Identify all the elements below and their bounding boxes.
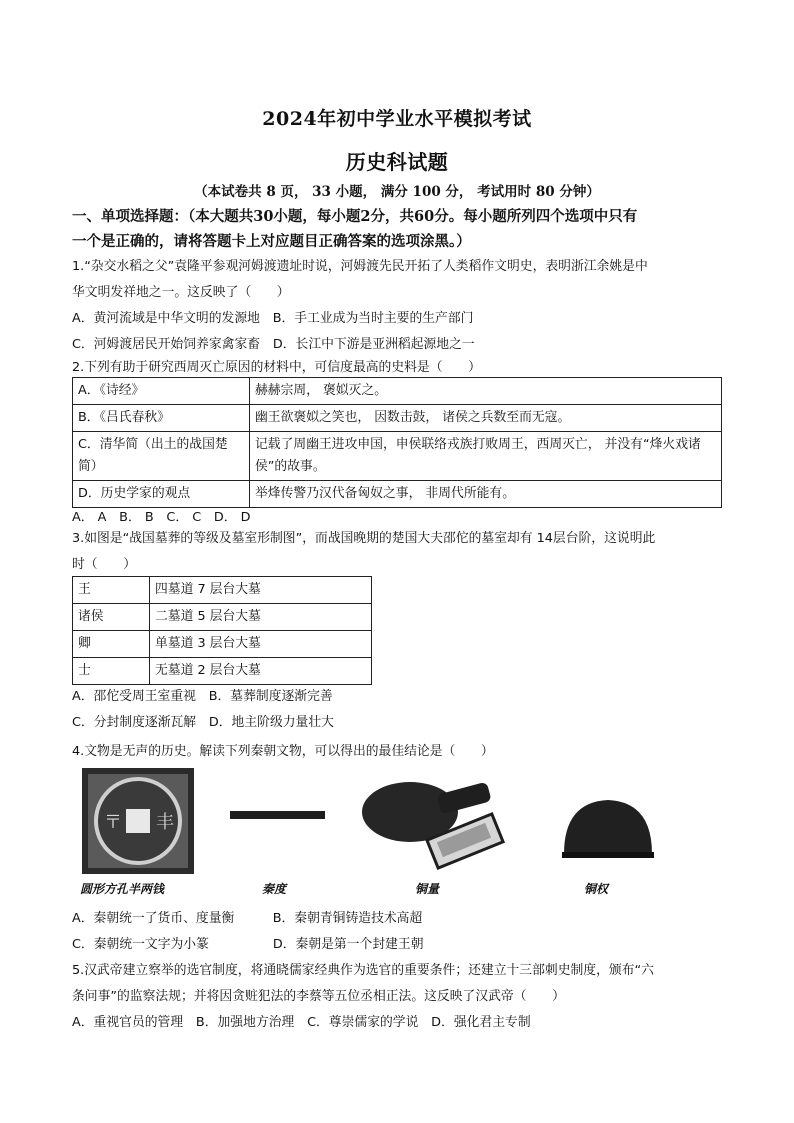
table-row: [73, 405, 722, 432]
q3-stem-line-1: 3.如图是“战国墓葬的等级及墓室形制图”，而战国晚期的楚国大夫邵佗的墓室却有 14层台阶，这说明此: [72, 531, 656, 546]
q2-content-a: 赫赫宗周， 褒姒灭之。: [250, 378, 722, 405]
svg-text:丰: 丰: [156, 812, 174, 833]
q4-stem: 4.文物是无声的历史。解读下列秦朝文物，可以得出的最佳结论是（ ）: [72, 744, 494, 759]
bronze-weight-image: [560, 794, 656, 860]
exam-title: 2024年初中学业水平模拟考试: [262, 108, 532, 130]
table-row: [73, 658, 372, 685]
q3-rank-lord: 诸侯: [73, 604, 150, 631]
q3-tomb-lord: 二墓道 5 层台大墓: [150, 604, 372, 631]
q3-tomb-minister: 单墓道 3 层台大墓: [150, 631, 372, 658]
question-5: [72, 958, 722, 1036]
q2-content-c: 记载了周幽王进攻申国，申侯联络戎族打败周王，西周灭亡， 并没有“烽火戏诸侯”的故事。: [250, 432, 722, 481]
q4-options-line-1: A．秦朝统一了货币、度量衡 B．秦朝青铜铸造技术高超: [72, 911, 423, 926]
section-heading-line-2: 一个是正确的，请将答题卡上对应题目正确答案的选项涂黑。）: [72, 233, 471, 250]
q5-stem-line-1: 5.汉武帝建立察举的选官制度，将通晓儒家经典作为选官的重要条件；还建立十三部刺史制度，颁布“六: [72, 963, 654, 978]
exam-note: （本试卷共 8 页， 33 小题， 满分 100 分， 考试用时 80 分钟）: [194, 184, 600, 200]
bronze-measure-image: [358, 774, 518, 870]
q2-source-d: D．历史学家的观点: [73, 481, 250, 508]
q2-content-b: 幽王欲褒姒之笑也， 因数击鼓， 诸侯之兵数至而无寇。: [250, 405, 722, 432]
q5-stem-line-2: 条问事”的监察法规；并将因贪赃犯法的李蔡等五位丞相正法。这反映了汉武帝（ ）: [72, 989, 565, 1004]
q2-stem: 2.下列有助于研究西周灭亡原因的材料中，可信度最高的史料是（ ）: [72, 360, 481, 375]
q1-options-line-2: C．河姆渡居民开始饲养家禽家畜 D．长江中下游是亚洲稻起源地之一: [72, 337, 475, 352]
q3-stem-line-2: 时（ ）: [72, 557, 136, 572]
q3-options-line-2: C．分封制度逐渐瓦解 D．地主阶级力量壮大: [72, 715, 334, 730]
coin-caption: 圆形方孔半两钱: [80, 882, 165, 896]
svg-text:〒: 〒: [104, 812, 122, 833]
q3-rank-king: 王: [73, 577, 150, 604]
q2-source-c: C．清华简（出土的战国楚简）: [73, 432, 250, 481]
coin-image: [82, 768, 194, 874]
q2-source-a: A．《诗经》: [73, 378, 250, 405]
question-1: [72, 254, 722, 358]
question-3: [72, 526, 722, 578]
table-row: [73, 577, 372, 604]
table-row: [73, 604, 372, 631]
q4-options-line-2: C．秦朝统一文字为小篆 D．秦朝是第一个封建王朝: [72, 937, 424, 952]
q3-tomb-king: 四墓道 7 层台大墓: [150, 577, 372, 604]
q1-options-line-1: A．黄河流域是中华文明的发源地 B．手工业成为当时主要的生产部门: [72, 311, 474, 326]
q1-stem-line-2: 华文明发祥地之一。这反映了（ ）: [72, 285, 290, 300]
q3-rank-scholar: 士: [73, 658, 150, 685]
q3-tomb-table: [72, 576, 372, 685]
q3-rank-minister: 卿: [73, 631, 150, 658]
table-row: [73, 631, 372, 658]
q1-stem-line-1: 1.“杂交水稻之父”袁隆平参观河姆渡遗址时说，河姆渡先民开拓了人类稻作文明史，表明浙江余姚是中: [72, 259, 648, 274]
ruler-caption: 秦度: [262, 882, 287, 896]
measure-caption: 铜量: [415, 882, 440, 896]
section-heading: [72, 204, 732, 254]
table-row: [73, 378, 722, 405]
q2-source-b: B．《吕氏春秋》: [73, 405, 250, 432]
weight-caption: 铜权: [584, 882, 609, 896]
q2-content-d: 举烽传警乃汉代备匈奴之事， 非周代所能有。: [250, 481, 722, 508]
q2-source-table: [72, 377, 722, 508]
q2-options: A． A B． B C． C D． D: [72, 510, 251, 525]
q4-options: [72, 906, 722, 958]
exam-subject: 历史科试题: [345, 150, 449, 174]
q3-options: [72, 684, 722, 736]
q5-options: A．重视官员的管理 B．加强地方治理 C．尊崇儒家的学说 D．强化君主专制: [72, 1015, 531, 1030]
section-heading-line-1: 一、单项选择题：（本大题共30小题，每小题2分，共60分。每小题所列四个选项中只有: [72, 208, 638, 225]
q3-options-line-1: A．邵佗受周王室重视 B．墓葬制度逐渐完善: [72, 689, 333, 704]
q3-tomb-scholar: 无墓道 2 层台大墓: [150, 658, 372, 685]
ruler-image: [230, 808, 325, 822]
table-row: [73, 432, 722, 481]
table-row: [73, 481, 722, 508]
